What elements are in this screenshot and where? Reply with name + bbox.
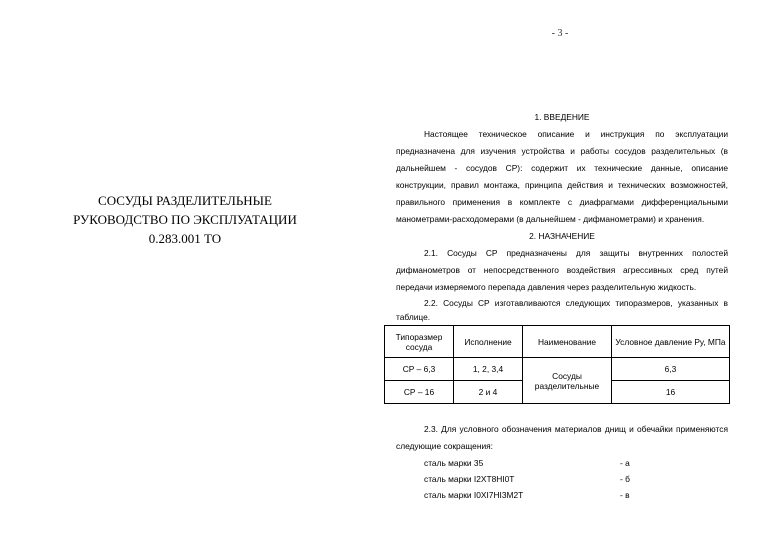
table-row (385, 358, 730, 381)
table-cell: 16 (612, 381, 730, 404)
document-code: 0.283.001 ТО (148, 231, 222, 246)
table-cell: СР – 16 (385, 381, 454, 404)
material-code: - в (620, 490, 630, 500)
paragraph-2-3: 2.3. Для условного обозначения материалов днищ и обечайки применяются следующие сокращения: (396, 424, 728, 451)
list-item (396, 487, 728, 503)
table-cell: 1, 2, 3,4 (454, 358, 523, 381)
table-cell: СР – 6,3 (385, 358, 454, 381)
section-heading-purpose: 2. НАЗНАЧЕНИЕ (529, 231, 595, 241)
introduction-paragraph: Настоящее техническое описание и инструкция по эксплуатации предназначена для изучения устройства и работы сосудов разделительных (в дальнейшем - сосудов СР): содержит их технические данные, описание конструкции, правил монтажа, принципа действия и технических возможностей, правильного применения в комплекте с диафрагмами дифференциальными манометрами-расходомерами (в дальнейшем - дифманометрами) и хранения. (396, 129, 728, 224)
title-line-2: РУКОВОДСТВО ПО ЭКСПЛУАТАЦИИ (73, 212, 297, 227)
section-heading-introduction: 1. ВВЕДЕНИЕ (534, 112, 590, 122)
table-cell-merged: Сосуды разделительные (523, 358, 612, 404)
sizes-table (384, 325, 730, 404)
table-header-row (385, 326, 730, 358)
materials-list (396, 455, 728, 503)
table-header-cell: Типоразмер сосуда (385, 326, 454, 358)
material-code: - а (620, 458, 630, 468)
document-body (396, 109, 728, 503)
paragraph-2-2: 2.2. Сосуды СР изготавливаются следующих типоразмеров, указанных в таблице. (396, 298, 728, 322)
table-header-cell: Исполнение (454, 326, 523, 358)
page-number: - 3 - (551, 28, 569, 39)
table-header-cell: Наименование (523, 326, 612, 358)
list-item (396, 455, 728, 471)
list-item (396, 471, 728, 487)
title-line-1: СОСУДЫ РАЗДЕЛИТЕЛЬНЫЕ (98, 193, 272, 208)
table-cell: 6,3 (612, 358, 730, 381)
table-cell: 2 и 4 (454, 381, 523, 404)
material-name: сталь марки I0ХI7НI3М2Т (424, 490, 524, 500)
paragraph-2-1: 2.1. Сосуды СР предназначены для защиты внутренних полостей дифманометров от непосредственного воздействия агрессивных сред путей передачи измеряемого перепада давления через разделительную жидкость. (396, 248, 728, 292)
material-name: сталь марки I2ХТ8НI0Т (424, 474, 515, 484)
material-code: - б (620, 474, 630, 484)
material-name: сталь марки 35 (424, 458, 484, 468)
document-title (60, 191, 310, 248)
table-header-cell: Условное давление Ру, МПа (612, 326, 730, 358)
